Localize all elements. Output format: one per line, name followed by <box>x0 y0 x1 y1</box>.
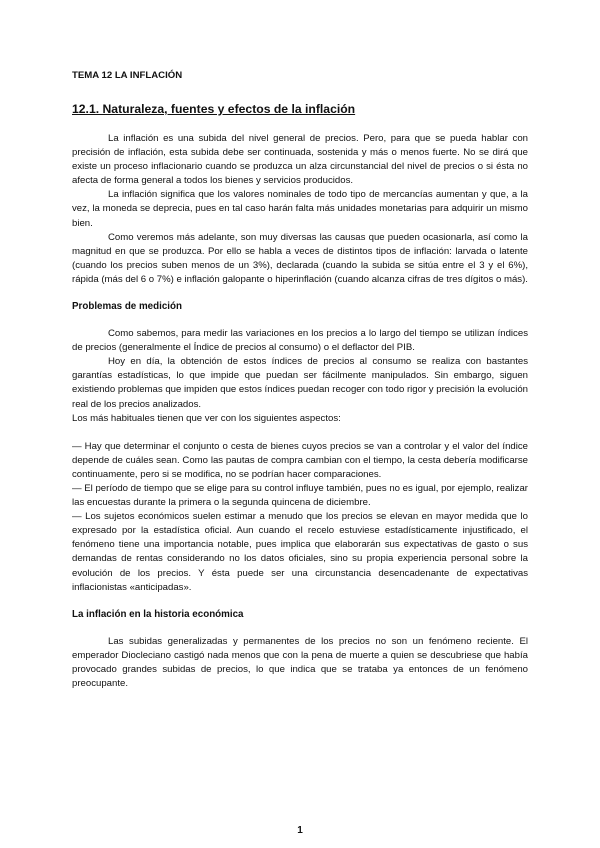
intro-paragraph-3: Como veremos más adelante, son muy diversas las causas que pueden ocasionarla, así como la magnitud en que se produzca. Por ello se habla a veces de distintos tipos de inflación: larvada o latente (cuando los precios suben menos de un 3%), declarada (cuando la subida se sitúa entre el 3 y el 6%), rápida (más del 6 o 7%) e inflación galopante o hiperinflación (cuando alcanza cifras de tres dígitos o más). <box>72 231 528 285</box>
intro-paragraph-2: La inflación significa que los valores nominales de todo tipo de mercancías aumentan y que, a la vez, la moneda se deprecia, pues en tal caso harán falta más unidades monetarias para adquirir un mismo bien. <box>72 189 528 229</box>
medicion-item-1: — Hay que determinar el conjunto o cesta de bienes cuyos precios se van a controlar y el valor del índice depende de cuáles sean. Como las pautas de compra cambian con el tiempo, la cesta debería modificarse continuamente, pero si se modifica, no se podrían hacer comparaciones. <box>72 440 528 480</box>
tema-heading: TEMA 12 LA INFLACIÓN <box>72 70 183 81</box>
medicion-paragraph-1: Como sabemos, para medir las variaciones en los precios a lo largo del tiempo se utilizan índices de precios (generalmente el Índice de precios al consumo) o el deflactor del PIB. <box>72 328 528 354</box>
medicion-paragraph-2: Hoy en día, la obtención de estos índices de precios al consumo se realiza con bastantes garantías estadísticas, lo que impide que puedan ser fácilmente manipulados. Sin embargo, siguen existiendo problemas que impiden que estos índices puedan recoger con todo rigor y precisión la evolución real de los precios analizados. <box>72 356 528 410</box>
medicion-heading: Problemas de medición <box>72 301 182 313</box>
document-page <box>72 70 528 691</box>
medicion-item-3: — Los sujetos económicos suelen estimar a menudo que los precios se elevan en mayor medida que lo expresado por la estadística oficial. Aun cuando el recelo estuviese estadísticamente injustificado, el fenómeno tiene una importancia notable, pues implica que elaborarán sus expectativas de gasto o sus demandas de rentas considerando no los datos oficiales, sino su propia experiencia personal sobre la evolución de los precios. Y ésta puede ser una circunstancia desencadenante de expectativas inflacionistas «anticipadas». <box>72 511 528 593</box>
intro-paragraph-1: La inflación es una subida del nivel general de precios. Pero, para que se pueda hablar con precisión de inflación, esta subida debe ser continuada, sostenida y más o menos fuerte. No se dirá que existe un proceso inflacionario cuando se produzca un alza circunstancial del nivel de precios o si ésta no afecta de forma general a todos los bienes y servicios producidos. <box>72 133 528 187</box>
historia-paragraph-1: Las subidas generalizadas y permanentes de los precios no son un fenómeno reciente. El emperador Diocleciano castigó nada menos que con la pena de muerte a quien se descubriese que había provocado grandes subidas de precios, lo que indica que se trataba ya entonces de un fenómeno preocupante. <box>72 635 528 689</box>
historia-heading: La inflación en la historia económica <box>72 608 244 620</box>
section-title: 12.1. Naturaleza, fuentes y efectos de la inflación <box>72 102 356 116</box>
medicion-item-2: — El período de tiempo que se elige para su control influye también, pues no es igual, por ejemplo, realizar las encuestas durante la primera o la segunda quincena de diciembre. <box>72 482 528 509</box>
medicion-paragraph-3: Los más habituales tienen que ver con los siguientes aspectos: <box>72 412 341 424</box>
page-number: 1 <box>297 825 303 836</box>
